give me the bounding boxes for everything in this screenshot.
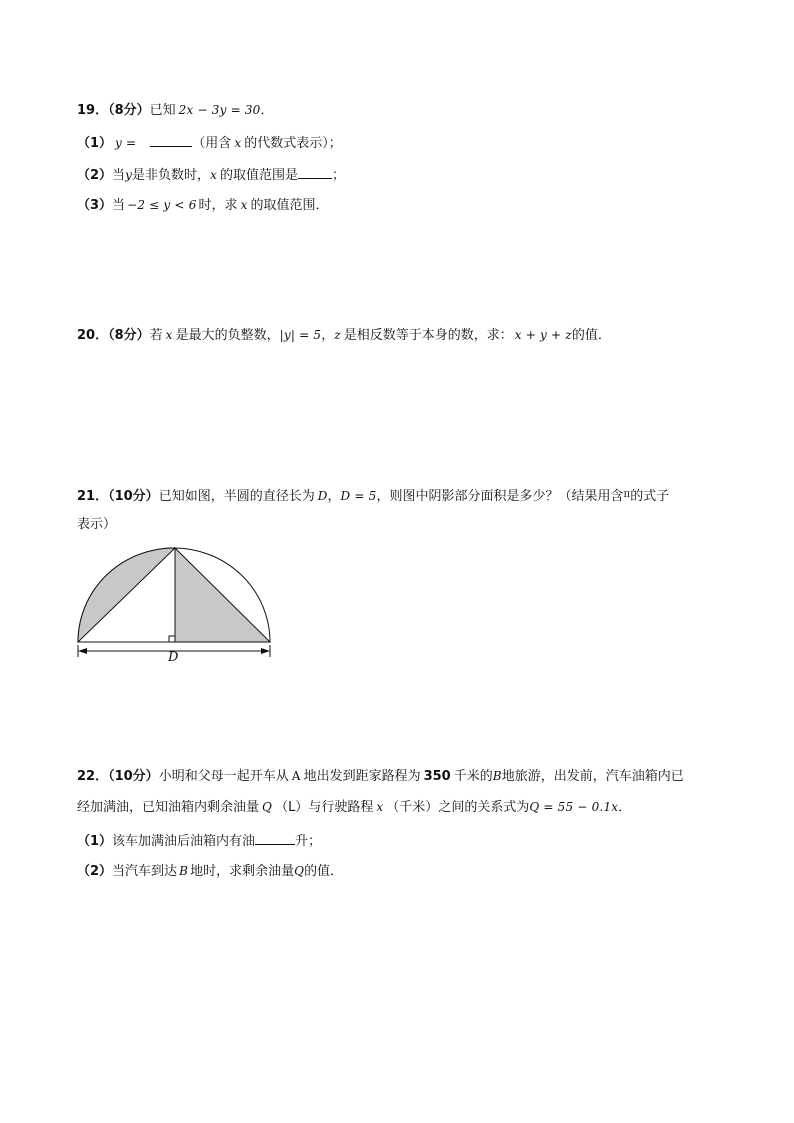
q22-line2-t3: 之间的关系式为: [438, 800, 530, 815]
q19-part1-text: （用含: [192, 136, 232, 151]
q22-var-q: Q: [262, 800, 273, 814]
q19-part3: [77, 196, 329, 215]
q19-equation: 2x − 3y = 30: [178, 103, 261, 117]
q22-line2-t2: 与行驶路程: [308, 800, 374, 815]
q22-t1: 小明和父母一起开车从: [158, 769, 289, 784]
q20-score: （8分）: [108, 328, 150, 343]
q19-part2-tail: ；: [332, 168, 346, 183]
q19-part1-label: （1）: [77, 136, 113, 151]
q22-formula: Q = 55 − 0.1x: [529, 800, 619, 814]
q21-comma: ，: [327, 489, 341, 504]
q19-part1: [77, 132, 342, 153]
right-shaded-triangle: [175, 548, 270, 642]
q21-pi: π: [623, 489, 631, 500]
q22-place-a: A: [291, 769, 301, 783]
q19-part1-var: x: [234, 136, 242, 150]
q20-t3: 是相反数等于本身的数，求：: [343, 328, 513, 343]
q22-distance: 350: [423, 769, 451, 784]
q20-var-x: x: [165, 328, 173, 342]
q19-part2-answer-blank[interactable]: [298, 164, 332, 179]
q20-stem: [77, 326, 611, 345]
q20-number: 20．: [77, 328, 109, 343]
q21-t1: 已知如图，半圆的直径长为: [158, 489, 315, 504]
q19-part2-t2: 是非负数时，: [132, 168, 211, 183]
q22-line2-t1: 经加满油，已知油箱内剩余油量: [77, 800, 260, 815]
q21-d-equals: D = 5: [340, 489, 377, 503]
q22-part2-t1: 当汽车到达: [112, 864, 178, 879]
q19-period: ．: [260, 103, 274, 118]
q19-part3-label: （3）: [77, 198, 113, 213]
q20-expression: x + y + z: [514, 328, 572, 342]
q19-number: 19．: [77, 103, 109, 118]
q21-score: （10分）: [108, 489, 159, 504]
q22-part1-label: （1）: [77, 834, 113, 849]
q21-stem: [77, 486, 669, 506]
q22-t3: 千米的: [453, 769, 493, 784]
q20-abs-y: |y| = 5: [279, 328, 322, 342]
q20-var-z: z: [334, 328, 341, 342]
q19-part1-lhs: y =: [115, 136, 137, 150]
q19-part3-t2: 时，求: [198, 198, 238, 213]
q19-part1-answer-blank[interactable]: [150, 132, 192, 147]
q22-part2-place-b: B: [179, 864, 189, 878]
q19-stem: [77, 101, 274, 120]
q21-t3: 的式子: [630, 489, 670, 504]
q19-part2-var-x: x: [210, 168, 218, 182]
semicircle-figure: [73, 544, 277, 664]
q22-t2: 地出发到距家路程为: [303, 769, 421, 784]
q22-unit-l: （L）: [275, 800, 309, 815]
q22-var-x: x: [376, 800, 384, 814]
q19-part1-tail: 的代数式表示）；: [244, 136, 342, 151]
q19-score: （8分）: [108, 103, 150, 118]
left-shaded-segment: [78, 548, 175, 642]
q22-part1-answer-blank[interactable]: [255, 830, 295, 845]
q19-part3-inequality: −2 ≤ y < 6: [127, 198, 197, 212]
q22-score: （10分）: [108, 769, 159, 784]
q22-place-b: B: [492, 769, 502, 783]
q22-stem: [77, 767, 684, 786]
q21-var-d: D: [317, 489, 328, 503]
q21-stem-line2: [77, 516, 116, 534]
q22-number: 22．: [77, 769, 109, 784]
q22-part2-t2: 地时，求剩余油量: [190, 864, 295, 879]
dimension-arrow-left: [78, 648, 87, 654]
q19-part2-t1: 当: [112, 168, 126, 183]
q19-part3-var-x: x: [240, 198, 248, 212]
q19-part2: [77, 164, 345, 185]
q22-part2-var-q: Q: [294, 864, 305, 878]
q21-number: 21．: [77, 489, 109, 504]
q19-part3-t1: 当: [112, 198, 126, 213]
q22-part1-t1: 该车加满油后油箱内有油: [112, 834, 256, 849]
q21-t2: ，则图中阴影部分面积是多少？（结果用含: [376, 489, 624, 504]
q22-stem-line2: [77, 798, 631, 817]
q22-part2: [77, 862, 343, 881]
q20-t1: 若: [149, 328, 163, 343]
q19-part2-var-y: y: [125, 168, 133, 182]
q20-t4: 的值．: [571, 328, 611, 343]
q19-part2-t3: 的取值范围是: [220, 168, 299, 183]
q22-period: ．: [618, 800, 632, 815]
q20-comma: ，: [321, 328, 335, 343]
q22-part1: [77, 830, 321, 851]
q22-part1-tail: 升；: [295, 834, 322, 849]
dimension-label-d: D: [168, 650, 179, 664]
q20-t2: 是最大的负整数，: [175, 328, 280, 343]
q22-t4: 地旅游，出发前，汽车油箱内已: [501, 769, 684, 784]
q22-unit-km: （千米）: [386, 800, 439, 815]
right-angle-marker: [169, 636, 175, 642]
q22-part2-label: （2）: [77, 864, 113, 879]
q21-line2: 表示）: [77, 517, 117, 532]
q22-part2-t3: 的值．: [304, 864, 344, 879]
q19-part2-label: （2）: [77, 168, 113, 183]
q19-intro: 已知: [149, 103, 176, 118]
q19-part3-t3: 的取值范围．: [250, 198, 329, 213]
dimension-arrow-right: [261, 648, 270, 654]
